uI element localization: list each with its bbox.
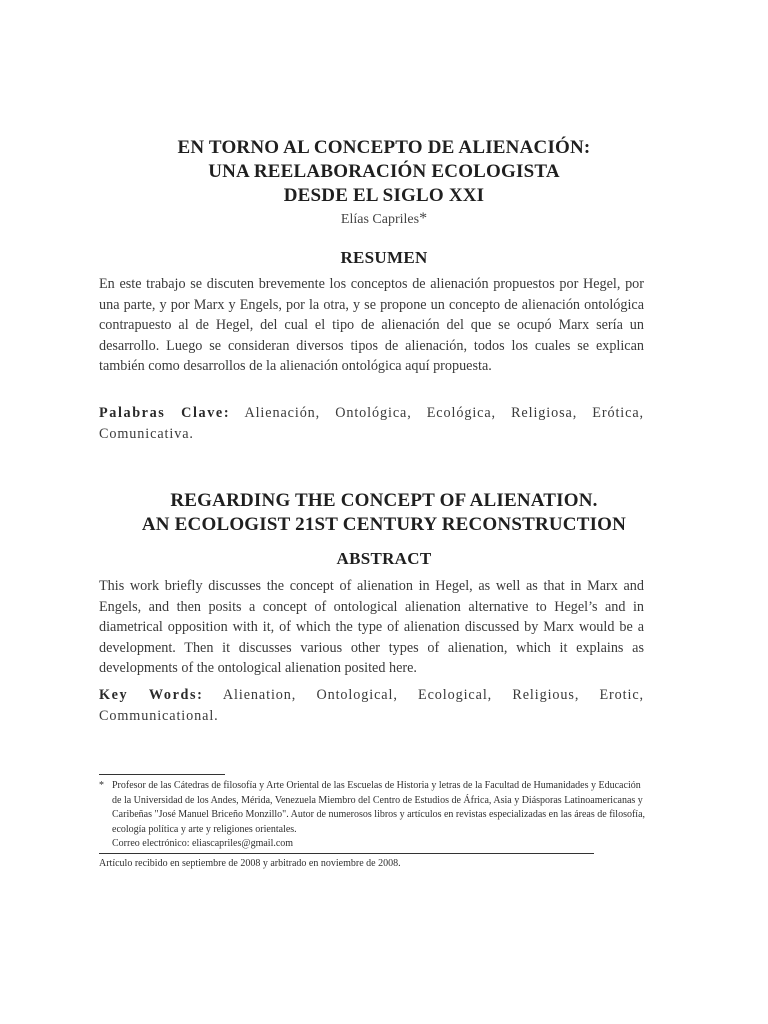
- spanish-title-line: EN TORNO AL CONCEPTO DE ALIENACIÓN:: [177, 137, 591, 158]
- palabras-clave-label: Palabras Clave:: [99, 405, 231, 421]
- key-words-list: Alienation, Ontological, Ecological, Religious, Erotic, Communicational.: [99, 687, 645, 724]
- palabras-clave: [99, 403, 644, 444]
- author-line: [0, 210, 768, 228]
- resumen-text: En este trabajo se discuten brevemente los conceptos de alienación propuestos por Hegel, por una parte, y por Marx y Engels, por la otra, y se propone un concepto de alienación ontológica contrapuesto al de Hegel, del cual el tipo de alienación del que se ocupó Marx sería un desarrollo. Luego se consideran diversos tipos de alienación, todos los cuales se explican también como desarrollos de la alienación ontológica aquí propuesta.: [99, 276, 644, 374]
- received-rule: [99, 853, 594, 854]
- footnote-rule: [99, 774, 225, 775]
- english-title: [0, 489, 768, 537]
- palabras-clave-list: Alienación, Ontológica, Ecológica, Religiosa, Erótica, Comunicativa.: [99, 405, 644, 442]
- footnote-text: Profesor de las Cátedras de filosofía y Arte Oriental de las Escuelas de Historia y letras de la Facultad de Humanidades y Educación de la Universidad de los Andes, Mérida, Venezuela Miembro del Centro de Estudios de África, Asia y Diásporas Latinoamericanas y Caribeñas "José Manuel Briceño Monzillo". Autor de numerosos libros y artículos en revistas especializadas en las áreas de filosofía, ecología política y arte y religiones orientales.: [112, 780, 646, 835]
- abstract-heading: ABSTRACT: [336, 549, 432, 568]
- footnote-email: Correo electrónico: eliascapriles@gmail.com: [112, 838, 294, 850]
- spanish-title-line: DESDE EL SIGLO XXI: [283, 185, 485, 206]
- author-footnote-mark: *: [419, 210, 428, 227]
- english-title-line: AN ECOLOGIST 21ST CENTURY RECONSTRUCTION: [141, 514, 627, 535]
- key-words: [99, 685, 644, 726]
- spanish-title: [0, 136, 768, 208]
- resumen-heading: RESUMEN: [340, 248, 428, 267]
- received-note: Artículo recibido en septiembre de 2008 y arbitrado en noviembre de 2008.: [99, 858, 401, 869]
- key-words-label: Key Words:: [99, 687, 204, 703]
- english-title-line: REGARDING THE CONCEPT OF ALIENATION.: [170, 490, 598, 511]
- abstract-text: This work briefly discusses the concept of alienation in Hegel, as well as that in Marx and Engels, and then posits a concept of ontological alienation alternative to Hegel’s and in diametrical opposition with it, of which the type of alienation discussed by Marx would be a development. Then it discusses various other types of alienation, which it explains as developments of the ontological alienation posited here.: [99, 578, 644, 676]
- author-name: Elías Capriles: [340, 212, 420, 227]
- footnote-mark: *: [99, 780, 104, 791]
- spanish-title-line: UNA REELABORACIÓN ECOLOGISTA: [208, 161, 560, 182]
- author-footnote: [99, 779, 647, 852]
